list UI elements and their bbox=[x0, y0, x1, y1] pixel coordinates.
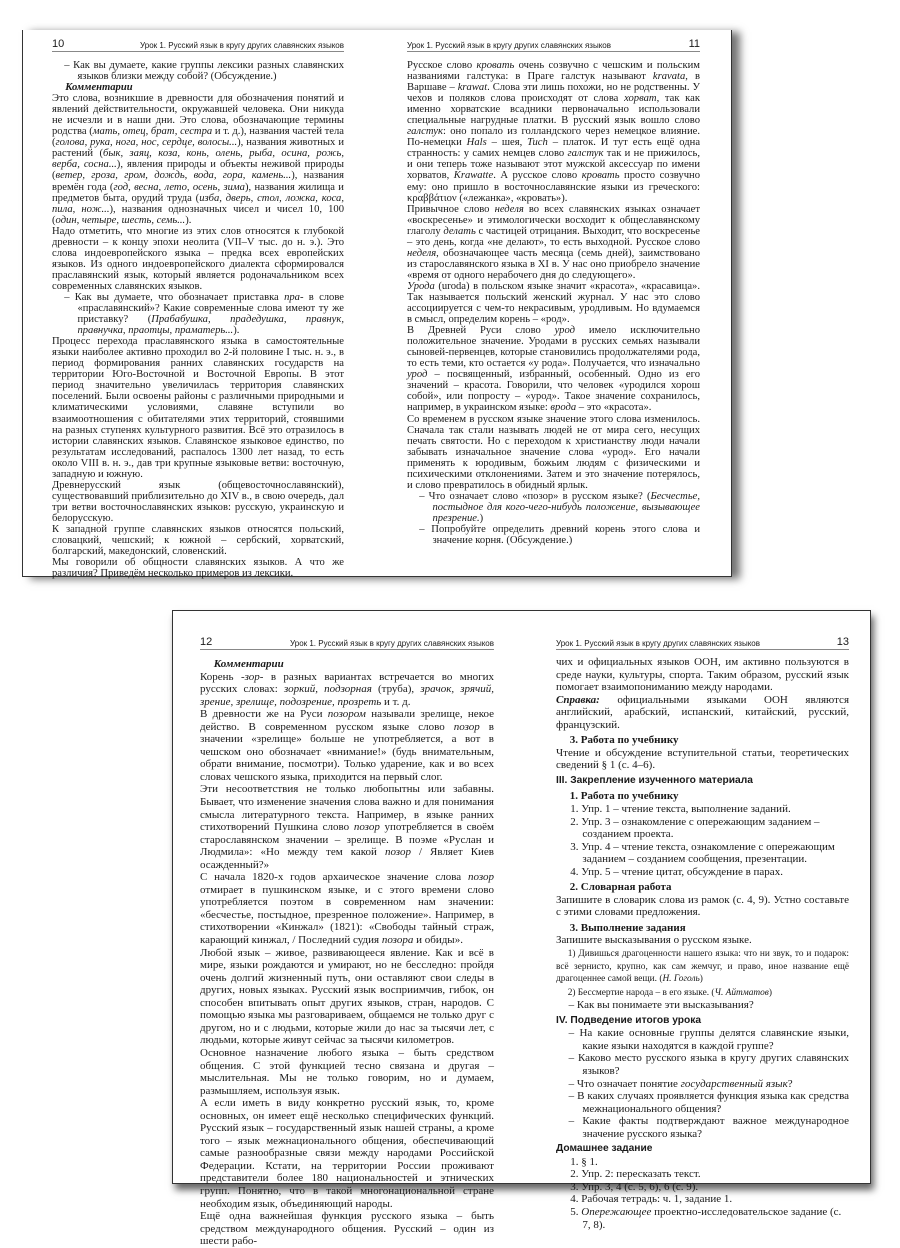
text: Как вы думаете, какие группы лексики разных славянских языков близки между собой? (Обсуждение.) bbox=[73, 60, 344, 83]
text: с частицей отрицания. Выходит, что воскресенье – это день, когда «не делают», то есть выходной. Русское слово bbox=[407, 225, 700, 248]
text: 1. Работа по учебнику bbox=[569, 790, 679, 803]
italic-text: год, весна, лето, осень, зима bbox=[113, 181, 245, 193]
italic-text: kravata bbox=[652, 71, 686, 83]
page-10 bbox=[52, 38, 344, 579]
text: проектно-исследовательское задание (с. 7, 8). bbox=[582, 1205, 842, 1231]
numbered-item bbox=[556, 1168, 849, 1181]
italic-text: Н. Гоголь bbox=[662, 974, 700, 985]
text: , так как именно хорватские всадники первоначально использовали специальные нагрудные платки. В русский язык вошло слово bbox=[407, 93, 700, 127]
subsection-heading bbox=[556, 922, 849, 935]
numbered-item bbox=[556, 841, 849, 866]
quotation bbox=[556, 948, 849, 986]
numbered-item bbox=[556, 866, 849, 879]
italic-text: позор bbox=[384, 846, 411, 859]
page-13 bbox=[556, 636, 849, 1231]
italic-text: мать, отец, брат, сестра bbox=[92, 126, 213, 138]
text: ) bbox=[699, 974, 703, 985]
text: 2. Словарная работа bbox=[569, 881, 672, 894]
text: Любой язык – живое, развивающееся явление. Как и всё в мире, языки рождаются и умирают, но не бесследно: пройдя очень долгий жизненный путь, они оставляют свои следы в других, новых языках. Русский язык восприимчив, гибок, он способен впитывать опыт других языков, стран, народов. С помощью языка мы разговариваем, общаемся не только друг с другом, но и с людьми, которые жили до нас за тысячи лет, с людьми, которые живут сейчас за тысячи километров. bbox=[200, 946, 494, 1047]
text: ). bbox=[233, 325, 240, 337]
paragraph bbox=[52, 557, 344, 579]
text: Эти несоответствия не только любопытны или забавны. Бывает, что изменение значения слова важно и для понимания смысла литературного текста. Например, в языке ранних стихотворений Пушкина слово bbox=[200, 783, 494, 834]
text: – посвященный, избранный, особенный. Одно из его значений – красота. Говорили, что человек «уродился хорош собой», или попросту – «урод». Такое значение сохранилось, например, в украинском языке: bbox=[407, 369, 700, 414]
text: Привычное слово bbox=[407, 203, 495, 215]
italic-text: зрачок, зрячий, зрение, зрелище, подозрение, прозреть bbox=[200, 683, 494, 708]
paragraph bbox=[200, 871, 494, 946]
text: Древнерусский язык (общевосточнославянский), существовавший приблизительно до XIV в., в свою очередь, дал три ветви восточнославянских языков: русскую, украинскую и белорусскую. bbox=[52, 479, 344, 524]
numbered-item bbox=[556, 1181, 849, 1194]
text: 2. Упр. 2: пересказать текст. bbox=[570, 1168, 701, 1181]
numbered-item bbox=[556, 1156, 849, 1169]
paragraph bbox=[200, 1210, 494, 1248]
page-body bbox=[556, 656, 849, 1231]
text: 3. Упр. 4 – чтение текста, ознакомление с опережающим заданием – созданием сообщения, презентации. bbox=[570, 840, 835, 866]
dash-question bbox=[556, 1027, 849, 1052]
paragraph bbox=[52, 226, 344, 292]
dash-question bbox=[52, 292, 344, 336]
text: В каких случаях проявляется функция языка как средства межнационального общения? bbox=[577, 1090, 850, 1115]
page-number: 11 bbox=[688, 38, 700, 50]
italic-text: галстук bbox=[407, 126, 443, 138]
page-header bbox=[52, 38, 344, 52]
italic-text: урод bbox=[554, 325, 576, 337]
text: ), названия времён года ( bbox=[52, 170, 344, 193]
text: официальными языками ООН являются английский, арабский, испанский, китайский, русский, французский. bbox=[556, 693, 849, 731]
text: Это слова, возникшие в древности для обозначения понятий и явлений действительности, окружавшей человека. Они никуда не исчезли и в наши дни. Это слова, обозначающие термины родства ( bbox=[52, 93, 344, 138]
text: ) bbox=[479, 512, 484, 524]
text: С начала 1820-х годов архаическое значение слова bbox=[200, 871, 468, 884]
paragraph bbox=[52, 524, 344, 557]
dash-question bbox=[556, 999, 849, 1012]
text: очень созвучно с чешским и польским названиями галстука: в Праге галстук называют bbox=[407, 60, 701, 83]
comments-heading bbox=[200, 658, 494, 671]
page-number: 10 bbox=[52, 38, 65, 50]
text: 3. Работа по учебнику bbox=[569, 734, 679, 747]
text: и т. д. bbox=[381, 695, 411, 708]
page-body bbox=[407, 60, 700, 546]
dash-question bbox=[556, 1052, 849, 1077]
paragraph bbox=[407, 281, 700, 325]
text: называли зрелище, некое действо. В современном русском языке слово bbox=[200, 708, 494, 733]
text: отмирает в пушкинском языке, и с этого времени слово употребляется поэтом в современном нам значении: «бесчестье, постыдное, презренное положение». Например, в стихотворении «Кинжал» (1821): «Свободы тайный страж, карающий кинжал, / Последний судия bbox=[200, 883, 494, 947]
italic-text: кровать bbox=[581, 170, 620, 182]
text: ). bbox=[185, 214, 192, 226]
text: – шея, bbox=[486, 137, 528, 149]
bold-italic-text: Справка: bbox=[556, 693, 600, 706]
comments-heading bbox=[52, 82, 344, 93]
text: ) bbox=[768, 987, 772, 998]
section-heading bbox=[556, 775, 849, 788]
text: и т. д.), названия частей тела ( bbox=[52, 126, 344, 149]
paragraph bbox=[200, 1097, 494, 1210]
text: просто созвучно ему: оно пришло в восточнославянские языки из греческого: κραββάτιον («лежанка», «кровать»). bbox=[407, 170, 701, 204]
running-title: Урок 1. Русский язык в кругу других славянских языков bbox=[556, 639, 760, 648]
text: В Древней Руси слово bbox=[407, 325, 555, 337]
section-heading bbox=[556, 1143, 849, 1156]
paragraph bbox=[407, 60, 700, 204]
text: и обиды». bbox=[413, 934, 463, 947]
text: Ещё одна важнейшая функция русского языка – быть средством международного общения. Русский – один из шести рабо- bbox=[200, 1210, 494, 1248]
section-heading bbox=[556, 1015, 849, 1028]
italic-text: Krawatte bbox=[453, 170, 494, 182]
text: 1. Упр. 1 – чтение текста, выполнение заданий. bbox=[570, 803, 791, 816]
text: 2. Упр. 3 – ознакомление с опережающим заданием – созданием проекта. bbox=[570, 815, 820, 841]
text: Что означает слово «позор» в русском языке? ( bbox=[428, 490, 651, 502]
text: Чтение и обсуждение вступительной статьи, теоретических сведений § 1 (с. 4–6). bbox=[556, 746, 849, 772]
running-title: Урок 1. Русский язык в кругу других славянских языков bbox=[290, 639, 494, 648]
italic-text: хорват bbox=[624, 93, 657, 105]
paragraph bbox=[52, 93, 344, 226]
italic-text: позора bbox=[381, 934, 414, 947]
dash-question bbox=[556, 1090, 849, 1115]
italic-text: Бесчестье, постыдное для кого-чего-нибудь положение, вызывающее презрение. bbox=[432, 490, 700, 524]
text: Какие факты подтверждают важное международное значение русского языка? bbox=[582, 1115, 849, 1140]
italic-text: позором bbox=[327, 708, 366, 721]
italic-text: бык, заяц, коза, конь, олень, рыба, осина, рожь, верба, сосна... bbox=[52, 148, 344, 171]
running-title: Урок 1. Русский язык в кругу других славянских языков bbox=[407, 41, 611, 50]
numbered-item bbox=[556, 1206, 849, 1231]
text: 1. § 1. bbox=[570, 1155, 598, 1168]
dash-question bbox=[52, 60, 344, 82]
page-header bbox=[407, 38, 700, 52]
text: Каково место русского языка в кругу других славянских языков? bbox=[577, 1052, 849, 1077]
paragraph bbox=[556, 894, 849, 919]
text: . А русское слово bbox=[493, 170, 582, 182]
text: в значении «зрелище» больше не употребляется, а вот в чешском оно обозначает «внимание!» (будь внимательным, обрати внимание, посмотри). Только ударение, как и во всех словах чешского языка, приходится на первый слог. bbox=[200, 720, 495, 783]
dash-question bbox=[556, 1078, 849, 1091]
subsection-heading bbox=[556, 790, 849, 803]
text: имело исключительно положительное значение. Уродами в русских семьях называли сыновей-первенцев, которые становились продолжателями рода, то есть теми, кто остается «у рода». Получается, что изначально bbox=[407, 325, 701, 370]
paragraph bbox=[200, 1047, 494, 1097]
italic-text: Tuch bbox=[527, 137, 548, 149]
italic-text: изба, дверь, стол, ложка, коса, пила, нож... bbox=[52, 192, 344, 215]
text: 4. Упр. 5 – чтение цитат, обсуждение в парах. bbox=[570, 865, 783, 878]
text: Попробуйте определить древний корень этого слова и значение корня. (Обсуждение.) bbox=[431, 523, 700, 547]
paragraph bbox=[407, 204, 700, 281]
book-spread-pages-12-13 bbox=[172, 610, 871, 1248]
text: (uroda) в польском языке значит «красота», «красавица». Так называется польский женский журнал. У нас это слово ассоциируется с чем-то некрасивым, уродливым. Но вдумаемся в смысл, определим корень – «род». bbox=[407, 280, 700, 326]
text: во всех славянских языках означает «воскресенье» и этимологически восходит к общеславянскому глаголу bbox=[407, 203, 701, 237]
text: (труба), bbox=[371, 683, 421, 696]
dash-question bbox=[407, 491, 700, 524]
text: 4. Рабочая тетрадь: ч. 1, задание 1. bbox=[570, 1193, 733, 1206]
paragraph bbox=[200, 947, 494, 1047]
italic-text: зоркий, подзорная bbox=[284, 683, 372, 696]
running-title: Урок 1. Русский язык в кругу других славянских языков bbox=[140, 41, 344, 50]
text: , в Варшаве – bbox=[407, 71, 700, 94]
italic-text: Ч. Айтматов bbox=[714, 987, 769, 998]
text: чих и официальных языков ООН, им активно пользуются в среде науки, культуры, спорта. Таким образом, русский язык помогает взаимопониманию между народами. bbox=[556, 656, 849, 694]
paragraph bbox=[556, 934, 849, 947]
page-body bbox=[200, 658, 494, 1248]
paragraph-continued bbox=[556, 656, 849, 694]
italic-text: неделя bbox=[494, 203, 524, 215]
numbered-item bbox=[556, 803, 849, 816]
page-number: 12 bbox=[200, 636, 213, 648]
text: Основное назначение любого языка – быть средством общения. С этой функцией тесно связана и другая – мыслительная. Мы не только говорим, но и думаем, размышляем, используя язык. bbox=[200, 1046, 494, 1097]
page-number: 13 bbox=[836, 636, 849, 648]
text: 3. Выполнение задания bbox=[569, 921, 686, 934]
page-12 bbox=[200, 636, 494, 1248]
text: : оно попало из голландского через немецкое влияние. По-немецки bbox=[407, 126, 700, 149]
text: Запишите в словарик слова из рамок (с. 4, 9). Устно составьте с этими словами предложения. bbox=[556, 893, 849, 919]
text: Процесс перехода праславянского языка в самостоятельные языки наиболее активно проходил во 2-й половине I тыс. н. э., в период формирования ранних славянских государств на территории Юго-Восточной и Восточной Европы. В этот период значительно увеличилась территория славянских поселений. Были освоены районы с различными природными и климатическими условиями, славяне вступили во взаимоотношения с обитателями этих территорий, стоявшими на разных ступенях культурного развития. Всё это отразилось в истории славянских языков. Славянское языковое единство, по результатам исследований, распалось 1300 лет назад, то есть около VIII в. н. э., дав три крупные языковые ветви: восточную, западную и южную. bbox=[52, 336, 344, 480]
text: – это «красота». bbox=[576, 402, 652, 414]
paragraph bbox=[52, 336, 344, 480]
paragraph bbox=[407, 325, 700, 413]
italic-text: один, четыре, шесть, семь... bbox=[55, 214, 186, 226]
text: Что означает понятие bbox=[576, 1077, 681, 1090]
page-header bbox=[556, 636, 849, 650]
italic-text: кровать bbox=[476, 60, 515, 71]
text: 1) Дивишься драгоценности нашего языка: что ни звук, то и подарок: всё зернисто, крупно, как сам жемчуг, и право, иное название ещё драгоценнее самой вещи. ( bbox=[556, 949, 849, 985]
text: 5. bbox=[570, 1205, 582, 1218]
text: / Являет Киев осажденный?» bbox=[200, 846, 495, 871]
text: Мы говорили об общности славянских языков. А что же различия? Приведём несколько примеров из лексики. bbox=[52, 557, 344, 580]
italic-text: Опережающее bbox=[581, 1205, 652, 1218]
page-header bbox=[200, 636, 494, 650]
text: Со временем в русском языке значение этого слова изменилось. Сначала так стали называть людей не от мира сего, несущих печать святости. Но с переходом к христианству люди начали забывать изначальное значение слова «урод». Его начали применять к юродивым, божьим людям с физическими и психическими отклонениями. Затем и это значение потерялось, и слово превратилось в обидный ярлык. bbox=[407, 413, 700, 491]
text: Русское слово bbox=[407, 60, 477, 71]
text: Корень bbox=[200, 670, 241, 683]
text: ? bbox=[787, 1077, 793, 1090]
italic-text: krawat bbox=[457, 82, 488, 94]
italic-text: пра- bbox=[284, 291, 304, 303]
italic-text: делать bbox=[443, 225, 476, 237]
italic-text: -зор- bbox=[240, 670, 264, 683]
page-11 bbox=[407, 38, 700, 546]
page-body bbox=[52, 60, 344, 579]
text: Надо отметить, что многие из этих слов относятся к глубокой древности – к концу эпохи неолита (VII–V тыс. до н. э.). Это слова индоевропейского языка – предка всех европейских языков. Из одного индоевропейского диалекта сформировался праславянский язык, который является родоначальником всех современных славянских языков. bbox=[52, 225, 344, 292]
text: 2) Бессмертие народа – в его языке. ( bbox=[567, 987, 715, 998]
text: III. Закрепление изученного материала bbox=[556, 774, 753, 786]
text: – платок. И тут есть ещё одна странность: у самих немцев слово bbox=[407, 137, 701, 160]
text: . Слова эти лишь похожи, но не родственны. У чехов и поляков слова происходят от слова bbox=[407, 82, 700, 105]
paragraph bbox=[200, 671, 494, 709]
italic-text: позор bbox=[453, 720, 480, 733]
italic-text: урод bbox=[407, 369, 428, 381]
italic-text: неделя bbox=[407, 247, 437, 259]
text: Комментарии bbox=[213, 658, 284, 670]
text: в разных вариантах встречается во многих русских словах: bbox=[200, 670, 494, 696]
subsection-heading bbox=[556, 734, 849, 747]
italic-text: галстук bbox=[567, 148, 604, 160]
italic-text: врода bbox=[550, 402, 577, 414]
text: Запишите высказывания о русском языке. bbox=[556, 934, 752, 947]
text: 3. Упр. 3, 4 (с. 5, 6), 6 (с. 9). bbox=[570, 1180, 699, 1193]
text: IV. Подведение итогов урока bbox=[556, 1014, 702, 1026]
text: Домашнее задание bbox=[556, 1143, 653, 1155]
italic-text: голова, рука, нога, нос, сердце, волосы... bbox=[55, 137, 238, 149]
numbered-item bbox=[556, 816, 849, 841]
italic-text: позор bbox=[467, 871, 494, 884]
text: В древности же на Руси bbox=[200, 708, 328, 721]
quotation bbox=[556, 987, 849, 1000]
text: Комментарии bbox=[65, 82, 133, 94]
italic-text: Прабабушка, прадедушка, правнук, правнучка, праотцы, праматерь... bbox=[77, 314, 344, 337]
subsection-heading bbox=[556, 881, 849, 894]
dash-question bbox=[407, 524, 700, 546]
italic-text: позор bbox=[353, 821, 380, 834]
paragraph bbox=[556, 747, 849, 772]
text: ), названия жилища и предметов быта, орудий труда ( bbox=[52, 181, 344, 204]
text: употребляется в своём старославянском значении – зрелище. В поэме «Руслан и Людмила»: «Но между тем какой bbox=[200, 821, 494, 859]
italic-text: Hals bbox=[466, 137, 487, 149]
text: К западной группе славянских языков относятся польский, словацкий, чешский; к южной – сербский, хорватский, болгарский, македонский, словенский. bbox=[52, 523, 344, 558]
paragraph bbox=[52, 480, 344, 524]
italic-text: ветер, гроза, гром, дождь, вода, гора, камень... bbox=[55, 170, 292, 182]
paragraph bbox=[200, 783, 494, 871]
italic-text: государственный язык bbox=[680, 1077, 788, 1090]
paragraph bbox=[407, 414, 700, 491]
dash-question bbox=[556, 1115, 849, 1140]
text: Как вы думаете, что обозначает приставка bbox=[74, 291, 285, 303]
paragraph bbox=[556, 694, 849, 732]
book-spread-pages-10-11 bbox=[22, 30, 732, 580]
text: так и не прижилось, и они теперь тоже называют этот мужской аксессуар по имени хорватов, bbox=[407, 148, 700, 182]
paragraph bbox=[200, 708, 494, 783]
text: в слове «праславянский»? Какие современные слова имеют ту же приставку? ( bbox=[77, 291, 344, 326]
text: ), названия животных и растений ( bbox=[52, 137, 344, 160]
text: ), названия однозначных чисел и чисел 10, 100 ( bbox=[52, 203, 345, 226]
text: , обозначающее часть месяца (семь дней), заимствовано из старославянского языка в XI в. У нас оно приобрело значение «время от одного нерабочего дня до следующего». bbox=[407, 247, 700, 281]
italic-text: Урода bbox=[407, 280, 435, 292]
text: Как вы понимаете эти высказывания? bbox=[576, 999, 754, 1012]
text: А если иметь в виду конкретно русский язык, то, кроме основных, он имеет ещё несколько специфических функций. Русский язык – государственный язык нашей страны, а кроме того – язык межнационального общения, обеспечивающий самые разнообразные связи между народами Российской Федерации. Кстати, на территории России проживают представители более 180 национальностей и этнических групп. Понятно, что в такой многонациональной стране необходим язык, объединяющий народы. bbox=[200, 1097, 494, 1210]
text: На какие основные группы делятся славянские языки, какие языки находятся в каждой группе? bbox=[579, 1027, 850, 1052]
text: ), явления природы и объекты неживой природы ( bbox=[52, 159, 344, 182]
